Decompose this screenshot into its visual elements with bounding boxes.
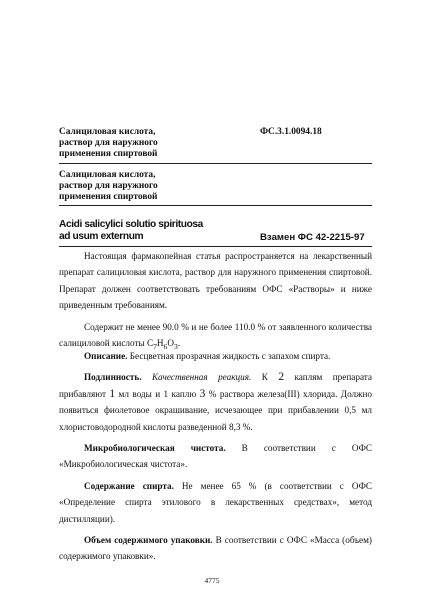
- volume-text: В соответствии с ОФС «Масса (объем) содержимого упаковки».: [59, 535, 372, 562]
- identity-number: 1: [109, 387, 116, 400]
- title-line: Салициловая кислота,: [59, 127, 156, 137]
- identity-text: % раствора железа(III) хлорида. Должно появиться фиолетовое окрашивание, исчезающее при прибавлении 0,5 мл хлористоводородной кислоты разведенной 8,3 %.: [59, 388, 372, 432]
- micro-label: Микробиологическая чистота.: [84, 443, 226, 454]
- replaces-note: Взамен ФС 42-2215-97: [260, 232, 365, 243]
- alcohol-text: Не менее 65 % (в соответствии с ОФС «Определение спирта этилового в лекарственных средствах», метод дистилляции).: [59, 480, 373, 524]
- title-line: раствор для наружного: [59, 138, 158, 148]
- title-ru-block-1: [59, 127, 158, 160]
- title-line: применения спиртовой: [59, 192, 158, 202]
- title-latin-line: Acidi salicylici solutio spirituosa: [59, 219, 203, 230]
- formula-subscript: 7: [153, 341, 157, 351]
- description-label: Описание.: [84, 351, 128, 361]
- formula-subscript: 6: [163, 341, 168, 351]
- micro-paragraph: [59, 440, 372, 473]
- identity-number: 3: [199, 387, 206, 400]
- volume-label: Объем содержимого упаковки.: [84, 535, 213, 546]
- alcohol-label: Содержание спирта.: [84, 480, 174, 491]
- description-paragraph: [59, 348, 372, 364]
- title-ru-block-2: [59, 170, 158, 203]
- content-text: Содержит не менее 90.0 % и не более 110.0 % от заявленного количества салициловой кислоты C: [59, 321, 372, 349]
- divider: [59, 205, 372, 206]
- identity-text: мл воды и 1 каплю: [115, 388, 200, 399]
- formula-subscript: 3: [174, 341, 178, 351]
- alcohol-paragraph: [59, 478, 372, 527]
- intro-paragraph: Настоящая фармакопейная статья распространяется на лекарственный препарат салициловая кислота, раствор для наружного применения спиртовой. Препарат должен соответствовать требованиям ОФС «Растворы» и ниже приведенным требованиям.: [59, 251, 372, 311]
- title-latin-line: ad usum externum: [59, 231, 144, 242]
- formula-part: H: [156, 338, 164, 349]
- volume-paragraph: [59, 532, 372, 565]
- formula-part: O: [167, 338, 175, 349]
- identity-number: 2: [278, 371, 285, 384]
- title-line: Салициловая кислота,: [59, 170, 156, 180]
- title-latin: [59, 219, 203, 243]
- page-number: 4775: [204, 576, 220, 585]
- identity-label: Подлинность.: [84, 372, 142, 383]
- divider: [59, 246, 372, 247]
- title-line: раствор для наружного: [59, 181, 158, 191]
- description-text: Бесцветная прозрачная жидкость с запахом спирта.: [127, 351, 331, 361]
- body-text-tests: [59, 348, 372, 565]
- body-text: [59, 248, 372, 355]
- identity-text: каплям препарата прибавляют: [59, 372, 372, 399]
- monograph-code: ФС.3.1.0094.18: [260, 127, 322, 137]
- identity-text: К: [251, 372, 279, 383]
- micro-text: В соответствии с ОФС «Микробиологическая чистота».: [59, 443, 372, 470]
- formula-part: .: [177, 338, 181, 349]
- title-line: применения спиртовой: [59, 149, 158, 159]
- divider: [59, 163, 372, 164]
- identity-italic: Качественная реакция.: [141, 372, 252, 383]
- identity-paragraph: [59, 369, 372, 435]
